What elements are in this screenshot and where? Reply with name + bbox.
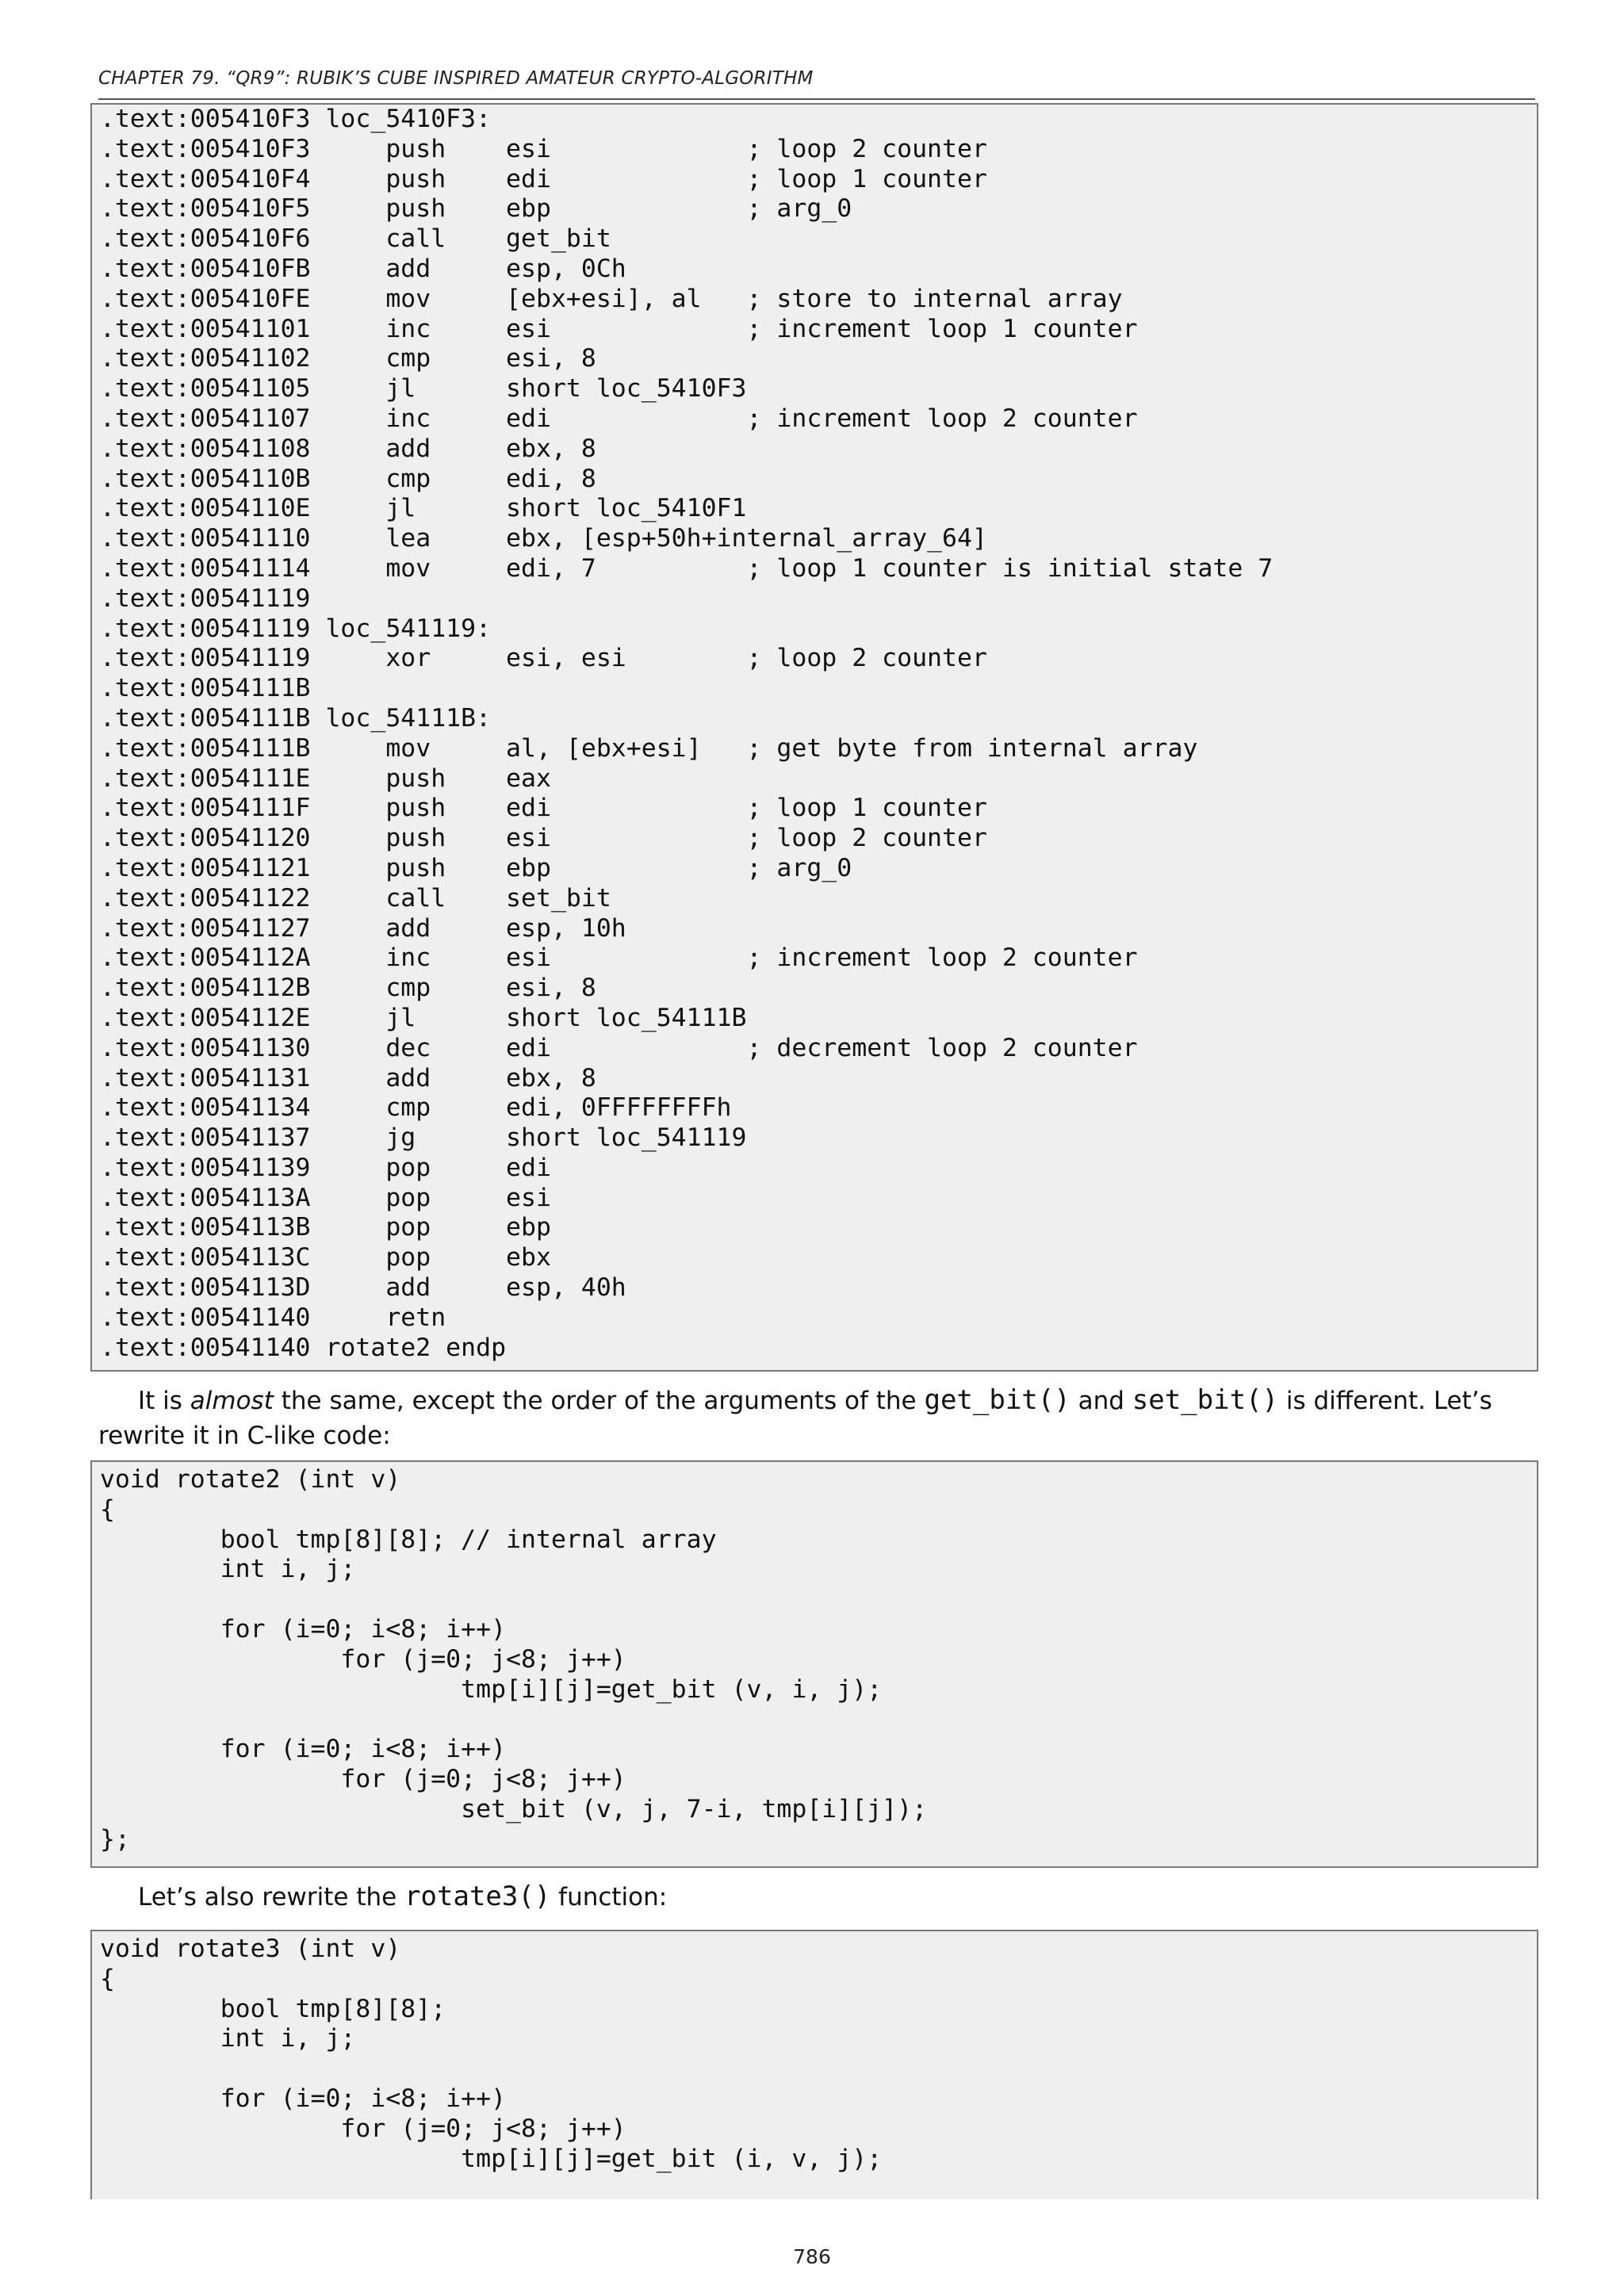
code-line: .text:005410F4 push edi ; loop 1 counter — [100, 164, 987, 193]
asm-listing — [90, 103, 1538, 1372]
code-line: }; — [100, 1824, 130, 1854]
para2-text-2: function: — [550, 1883, 668, 1911]
code-line: tmp[i][j]=get_bit (v, i, j); — [100, 1674, 883, 1704]
code-line — [100, 1705, 1537, 1735]
code-line: .text:00541119 — [100, 584, 311, 613]
code-line: .text:00541120 push esi ; loop 2 counter — [100, 824, 987, 853]
code-line: .text:00541102 cmp esi, 8 — [100, 344, 596, 373]
code-line: .text:00541130 dec edi ; decrement loop 2 counter — [100, 1033, 1138, 1062]
code-line: .text:00541119 xor esi, esi ; loop 2 counter — [100, 644, 987, 673]
code-line: .text:005410F3 loc_5410F3: — [100, 105, 492, 133]
code-line: .text:005410F5 push ebp ; arg_0 — [100, 194, 852, 224]
code-line: .text:00541105 jl short loc_5410F3 — [100, 374, 747, 404]
code-line: .text:005410FB add esp, 0Ch — [100, 254, 626, 283]
code-line: .text:0054113D add esp, 40h — [100, 1273, 626, 1303]
chapter-header: CHAPTER 79. “QR9”: RUBIK’S CUBE INSPIRED AMATEUR CRYPTO-ALGORITHM — [98, 68, 1535, 100]
code-line: int i, j; — [100, 1555, 356, 1584]
code-line: .text:00541140 retn — [100, 1303, 446, 1332]
para1-text-4: is different. Let’s rewrite it in C-like code: — [98, 1387, 1492, 1450]
code-line: .text:005410F3 push esi ; loop 2 counter — [100, 134, 987, 163]
code-line: .text:0054110B cmp edi, 8 — [100, 464, 596, 493]
code-line: for (j=0; j<8; j++) — [100, 2114, 626, 2143]
code-line: for (i=0; i<8; i++) — [100, 1614, 507, 1644]
para1-text-3: and — [1070, 1387, 1132, 1415]
code-line: .text:0054111B loc_54111B: — [100, 703, 492, 733]
code-line: .text:0054113B pop ebp — [100, 1213, 551, 1242]
code-line: .text:00541134 cmp edi, 0FFFFFFFFh — [100, 1093, 732, 1123]
code-line: .text:0054111B mov al, [ebx+esi] ; get byte from internal array — [100, 733, 1198, 763]
code-line: .text:0054111E push eax — [100, 763, 551, 793]
code-line: .text:00541110 lea ebx, [esp+50h+internal_array_64] — [100, 524, 987, 553]
code-line: .text:00541140 rotate2 endp — [100, 1333, 507, 1362]
code-line: for (i=0; i<8; i++) — [100, 1735, 507, 1764]
para1-code-get-bit: get_bit() — [924, 1384, 1071, 1416]
para2-code-rotate3: rotate3() — [404, 1881, 551, 1912]
code-line: .text:00541137 jg short loc_541119 — [100, 1123, 747, 1153]
para2-text-1: Let’s also rewrite the — [138, 1883, 405, 1911]
body-paragraph-1 — [98, 1383, 1535, 1453]
code-line: .text:0054111B — [100, 674, 311, 703]
code-line: .text:0054113A pop esi — [100, 1183, 551, 1212]
para1-emphasis: almost — [190, 1387, 274, 1415]
code-line: .text:00541131 add ebx, 8 — [100, 1063, 596, 1093]
para1-text-2: the same, except the order of the arguments of the — [273, 1387, 925, 1415]
code-line — [100, 1585, 1537, 1615]
code-line: .text:00541107 inc edi ; increment loop 2 counter — [100, 404, 1138, 433]
code-line: .text:0054111F push edi ; loop 1 counter — [100, 794, 987, 823]
code-line — [100, 2054, 1537, 2084]
code-line: .text:00541139 pop edi — [100, 1153, 551, 1182]
page-number: 786 — [793, 2245, 831, 2268]
code-line: .text:00541122 call set_bit — [100, 883, 611, 913]
rotate3-listing — [90, 1930, 1538, 2199]
para1-text-1: It is — [138, 1387, 190, 1415]
code-line: bool tmp[8][8]; // internal array — [100, 1525, 717, 1554]
body-paragraph-2 — [98, 1879, 1535, 1915]
code-line: .text:005410FE mov [ebx+esi], al ; store to internal array — [100, 284, 1123, 313]
code-line: void rotate3 (int v) — [100, 1934, 401, 1963]
code-line: for (j=0; j<8; j++) — [100, 1764, 626, 1793]
code-line: .text:00541121 push ebp ; arg_0 — [100, 853, 852, 882]
code-line: .text:00541114 mov edi, 7 ; loop 1 counter is initial state 7 — [100, 553, 1274, 583]
code-line: .text:0054110E jl short loc_5410F1 — [100, 494, 747, 523]
code-line: .text:0054112E jl short loc_54111B — [100, 1003, 747, 1032]
code-line: .text:00541127 add esp, 10h — [100, 913, 626, 943]
code-line: .text:00541119 loc_541119: — [100, 614, 492, 643]
code-line: for (j=0; j<8; j++) — [100, 1644, 626, 1674]
code-line: .text:00541101 inc esi ; increment loop 1 counter — [100, 314, 1138, 343]
code-line: int i, j; — [100, 2024, 356, 2053]
code-line: { — [100, 1964, 115, 1993]
code-line: void rotate2 (int v) — [100, 1465, 401, 1494]
code-line: .text:0054112A inc esi ; increment loop 2 counter — [100, 943, 1138, 973]
code-line: .text:0054112B cmp esi, 8 — [100, 974, 596, 1003]
code-line: tmp[i][j]=get_bit (i, v, j); — [100, 2144, 883, 2173]
code-line: .text:00541108 add ebx, 8 — [100, 434, 596, 463]
code-line: .text:005410F6 call get_bit — [100, 224, 611, 254]
rotate2-listing — [90, 1460, 1538, 1868]
code-line: for (i=0; i<8; i++) — [100, 2084, 507, 2113]
code-line: { — [100, 1494, 115, 1524]
code-line: set_bit (v, j, 7-i, tmp[i][j]); — [100, 1794, 928, 1823]
code-line: bool tmp[8][8]; — [100, 1994, 446, 2023]
code-line: .text:0054113C pop ebx — [100, 1243, 551, 1272]
para1-code-set-bit: set_bit() — [1132, 1384, 1278, 1416]
